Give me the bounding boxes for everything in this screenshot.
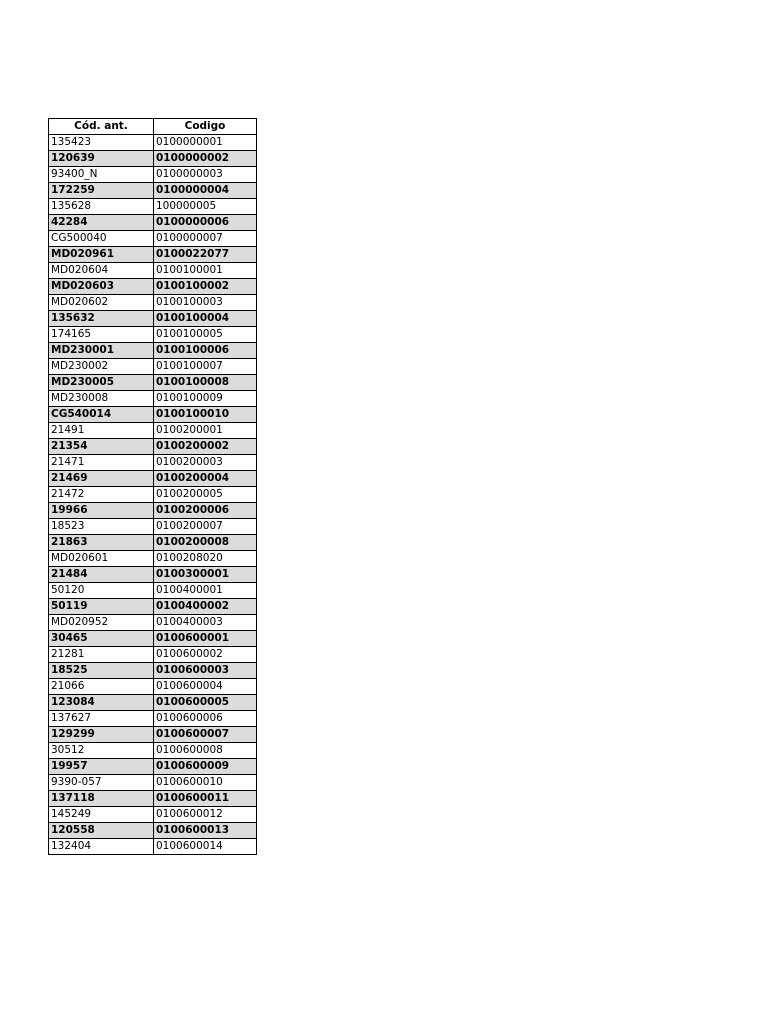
- table-row: [49, 535, 257, 551]
- cell-cod-ant: MD020952: [49, 615, 154, 631]
- cell-codigo: 0100100005: [154, 327, 257, 343]
- cell-codigo: 100000005: [154, 199, 257, 215]
- table-row: [49, 567, 257, 583]
- cell-cod-ant: MD020603: [49, 279, 154, 295]
- cell-codigo: 0100400003: [154, 615, 257, 631]
- header-row: [49, 119, 257, 135]
- table-row: [49, 343, 257, 359]
- table-row: [49, 215, 257, 231]
- table-row: [49, 503, 257, 519]
- cell-codigo: 0100600004: [154, 679, 257, 695]
- cell-cod-ant: 21863: [49, 535, 154, 551]
- cell-codigo: 0100000007: [154, 231, 257, 247]
- table-row: [49, 391, 257, 407]
- cell-cod-ant: MD020602: [49, 295, 154, 311]
- table-row: [49, 807, 257, 823]
- cell-cod-ant: MD230008: [49, 391, 154, 407]
- table-row: [49, 791, 257, 807]
- table-row: [49, 423, 257, 439]
- cell-cod-ant: MD020601: [49, 551, 154, 567]
- cell-cod-ant: MD020961: [49, 247, 154, 263]
- cell-cod-ant: MD230005: [49, 375, 154, 391]
- cell-cod-ant: CG540014: [49, 407, 154, 423]
- table-row: [49, 743, 257, 759]
- cell-cod-ant: 174165: [49, 327, 154, 343]
- cell-codigo: 0100100008: [154, 375, 257, 391]
- cell-codigo: 0100200001: [154, 423, 257, 439]
- table-row: [49, 199, 257, 215]
- code-table: [48, 118, 257, 855]
- cell-codigo: 0100400002: [154, 599, 257, 615]
- table-row: [49, 775, 257, 791]
- cell-cod-ant: 172259: [49, 183, 154, 199]
- cell-cod-ant: 42284: [49, 215, 154, 231]
- cell-cod-ant: 137627: [49, 711, 154, 727]
- cell-codigo: 0100200003: [154, 455, 257, 471]
- cell-cod-ant: 135632: [49, 311, 154, 327]
- table-row: [49, 375, 257, 391]
- table-row: [49, 135, 257, 151]
- table-row: [49, 263, 257, 279]
- cell-cod-ant: MD230001: [49, 343, 154, 359]
- cell-cod-ant: 135423: [49, 135, 154, 151]
- cell-cod-ant: 19957: [49, 759, 154, 775]
- cell-codigo: 0100200005: [154, 487, 257, 503]
- cell-codigo: 0100600003: [154, 663, 257, 679]
- cell-codigo: 0100600007: [154, 727, 257, 743]
- cell-cod-ant: 30512: [49, 743, 154, 759]
- table-row: [49, 599, 257, 615]
- cell-cod-ant: 93400_N: [49, 167, 154, 183]
- cell-codigo: 0100600006: [154, 711, 257, 727]
- cell-codigo: 0100100004: [154, 311, 257, 327]
- cell-cod-ant: 129299: [49, 727, 154, 743]
- cell-codigo: 0100200002: [154, 439, 257, 455]
- table-row: [49, 279, 257, 295]
- cell-codigo: 0100022077: [154, 247, 257, 263]
- cell-cod-ant: 123084: [49, 695, 154, 711]
- cell-cod-ant: 18523: [49, 519, 154, 535]
- header-codigo: Codigo: [154, 119, 257, 135]
- cell-codigo: 0100000006: [154, 215, 257, 231]
- cell-codigo: 0100100009: [154, 391, 257, 407]
- cell-codigo: 0100600002: [154, 647, 257, 663]
- cell-codigo: 0100300001: [154, 567, 257, 583]
- cell-codigo: 0100000001: [154, 135, 257, 151]
- cell-cod-ant: 145249: [49, 807, 154, 823]
- table-row: [49, 663, 257, 679]
- table-row: [49, 487, 257, 503]
- table-row: [49, 311, 257, 327]
- table-row: [49, 839, 257, 855]
- cell-codigo: 0100600008: [154, 743, 257, 759]
- cell-cod-ant: MD230002: [49, 359, 154, 375]
- table-row: [49, 151, 257, 167]
- table-row: [49, 551, 257, 567]
- cell-cod-ant: 21354: [49, 439, 154, 455]
- table-row: [49, 583, 257, 599]
- cell-codigo: 0100600005: [154, 695, 257, 711]
- header-cod-ant: Cód. ant.: [49, 119, 154, 135]
- cell-codigo: 0100200004: [154, 471, 257, 487]
- table-row: [49, 711, 257, 727]
- cell-codigo: 0100100003: [154, 295, 257, 311]
- table-row: [49, 295, 257, 311]
- cell-codigo: 0100600009: [154, 759, 257, 775]
- table-row: [49, 231, 257, 247]
- table-row: [49, 759, 257, 775]
- table-row: [49, 167, 257, 183]
- cell-codigo: 0100600010: [154, 775, 257, 791]
- cell-cod-ant: 21484: [49, 567, 154, 583]
- cell-codigo: 0100100006: [154, 343, 257, 359]
- cell-cod-ant: 21491: [49, 423, 154, 439]
- cell-cod-ant: 120639: [49, 151, 154, 167]
- table-row: [49, 727, 257, 743]
- table-row: [49, 327, 257, 343]
- cell-cod-ant: 21281: [49, 647, 154, 663]
- cell-cod-ant: 135628: [49, 199, 154, 215]
- cell-codigo: 0100100010: [154, 407, 257, 423]
- cell-codigo: 0100600012: [154, 807, 257, 823]
- table-row: [49, 695, 257, 711]
- table-row: [49, 647, 257, 663]
- cell-cod-ant: 132404: [49, 839, 154, 855]
- cell-codigo: 0100200008: [154, 535, 257, 551]
- cell-codigo: 0100000002: [154, 151, 257, 167]
- cell-cod-ant: MD020604: [49, 263, 154, 279]
- cell-cod-ant: 19966: [49, 503, 154, 519]
- cell-cod-ant: 137118: [49, 791, 154, 807]
- cell-cod-ant: 50120: [49, 583, 154, 599]
- cell-codigo: 0100200007: [154, 519, 257, 535]
- cell-cod-ant: 21471: [49, 455, 154, 471]
- table-row: [49, 439, 257, 455]
- cell-codigo: 0100100007: [154, 359, 257, 375]
- cell-codigo: 0100600001: [154, 631, 257, 647]
- cell-codigo: 0100600014: [154, 839, 257, 855]
- cell-codigo: 0100000004: [154, 183, 257, 199]
- table-row: [49, 631, 257, 647]
- cell-codigo: 0100600013: [154, 823, 257, 839]
- cell-cod-ant: 50119: [49, 599, 154, 615]
- cell-cod-ant: 120558: [49, 823, 154, 839]
- table-row: [49, 407, 257, 423]
- table-row: [49, 471, 257, 487]
- table-row: [49, 679, 257, 695]
- table-row: [49, 359, 257, 375]
- cell-cod-ant: 21066: [49, 679, 154, 695]
- cell-codigo: 0100000003: [154, 167, 257, 183]
- table-row: [49, 519, 257, 535]
- cell-cod-ant: 9390-057: [49, 775, 154, 791]
- cell-codigo: 0100200006: [154, 503, 257, 519]
- table-row: [49, 455, 257, 471]
- table-row: [49, 183, 257, 199]
- cell-codigo: 0100600011: [154, 791, 257, 807]
- table-body: [49, 135, 257, 855]
- table-row: [49, 615, 257, 631]
- cell-cod-ant: CG500040: [49, 231, 154, 247]
- cell-codigo: 0100208020: [154, 551, 257, 567]
- cell-cod-ant: 30465: [49, 631, 154, 647]
- cell-codigo: 0100100001: [154, 263, 257, 279]
- table-row: [49, 823, 257, 839]
- table-row: [49, 247, 257, 263]
- cell-codigo: 0100100002: [154, 279, 257, 295]
- cell-codigo: 0100400001: [154, 583, 257, 599]
- cell-cod-ant: 21472: [49, 487, 154, 503]
- cell-cod-ant: 21469: [49, 471, 154, 487]
- cell-cod-ant: 18525: [49, 663, 154, 679]
